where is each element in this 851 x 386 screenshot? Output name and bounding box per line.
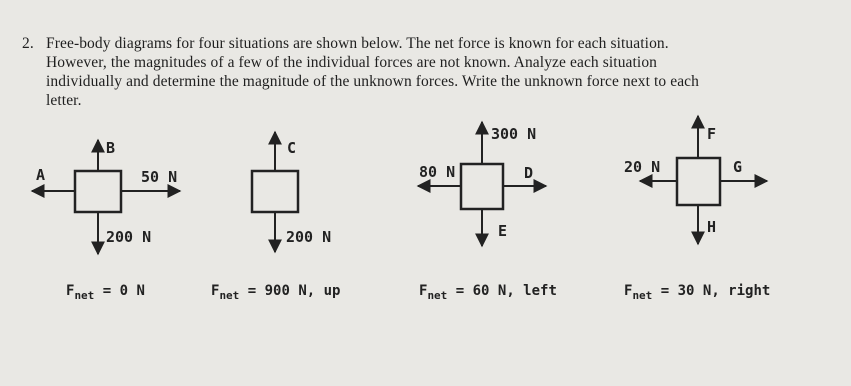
force-label-right: D (524, 164, 534, 182)
force-label-down: H (707, 218, 717, 236)
question-line-3: individually and determine the magnitude of the unknown forces. Write the unknown force next to each (46, 73, 700, 90)
force-label-right: G (733, 158, 743, 176)
question-number: 2. (22, 35, 34, 52)
force-label-up: F (707, 125, 717, 143)
force-label-left: A (36, 166, 46, 184)
question-line-4: letter. (46, 92, 82, 109)
force-label-right: 50 N (141, 168, 178, 186)
net-force-label-3: $F_{net} = 60$ N, left (419, 283, 557, 302)
force-label-up: B (106, 139, 116, 157)
object-box (75, 171, 121, 212)
question-line-1: Free-body diagrams for four situations are shown below. The net force is known for each situation. (46, 35, 669, 52)
force-label-up: 300 N (491, 125, 537, 143)
diagram-4 (624, 116, 767, 244)
object-box (461, 164, 503, 209)
net-force-label-2: $F_{net} = 900$ N, up (211, 283, 341, 302)
diagram-2 (252, 132, 331, 252)
force-label-left: 20 N (624, 158, 661, 176)
net-force-label-1: $F_{net} = 0$ N (66, 283, 145, 302)
force-label-down: 200 N (106, 228, 152, 246)
question-line-2: However, the magnitudes of a few of the individual forces are not known. Analyze each situation (46, 54, 658, 71)
force-label-up: C (287, 139, 297, 157)
diagram-3 (418, 122, 546, 246)
object-box (252, 171, 298, 212)
object-box (677, 158, 720, 205)
net-force-label-4: $F_{net} = 30$ N, right (624, 283, 771, 302)
diagram-1 (32, 139, 180, 254)
force-label-left: 80 N (419, 163, 456, 181)
force-label-down: 200 N (286, 228, 332, 246)
force-label-down: E (498, 222, 508, 240)
